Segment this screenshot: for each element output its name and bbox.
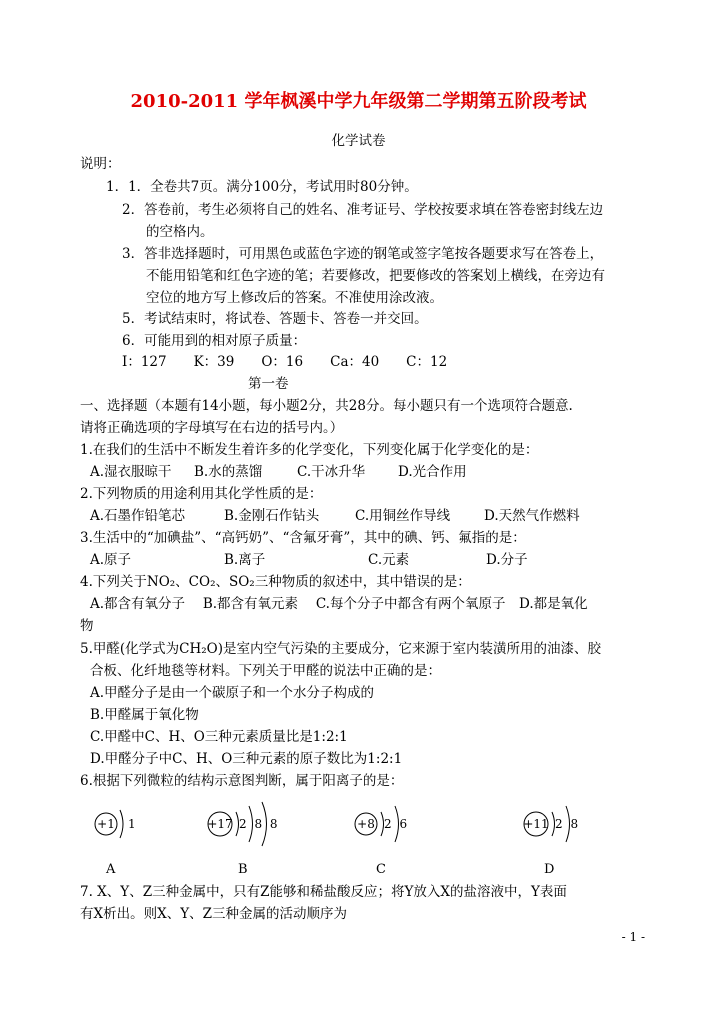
nucleus-charge: +8 bbox=[357, 817, 375, 831]
note-2: 2．答卷前，考生必须将自己的姓名、准考证号、学校按要求填在答卷密封线左边 bbox=[122, 202, 604, 218]
q3-option-a: A.原子 bbox=[90, 552, 132, 568]
q5-option-a: A.甲醛分子是由一个碳原子和一个水分子构成的 bbox=[90, 685, 375, 701]
q3-option-b: B.离子 bbox=[224, 552, 266, 568]
q1-option-a: A.湿衣服晾干 bbox=[90, 464, 172, 480]
note-6: 6．可能用到的相对原子质量： bbox=[122, 333, 307, 349]
exam-title: 2010-2011 学年枫溪中学九年级第二学期第五阶段考试 bbox=[130, 91, 587, 112]
q5-option-d: D.甲醛分子中C、H、O三种元素的原子数比为1:2:1 bbox=[90, 751, 403, 767]
atomic-masses: I：127 K：39 O：16 Ca：40 C：12 bbox=[122, 354, 448, 370]
shell-electrons: 2 6 bbox=[384, 817, 410, 831]
q2-option-b: B.金刚石作钻头 bbox=[224, 508, 320, 524]
q4-stem: 4.下列关于NO₂、CO₂、SO₂三种物质的叙述中，其中错误的是： bbox=[80, 574, 471, 590]
q1-option-c: C.干冰升华 bbox=[297, 464, 366, 480]
q1-stem: 1.在我们的生活中不断发生着许多的化学变化，下列变化属于化学变化的是： bbox=[80, 442, 539, 458]
q3-option-d: D.分子 bbox=[486, 552, 528, 568]
note-1: 1．1．全卷共7页。满分100分，考试用时80分钟。 bbox=[106, 179, 418, 195]
section-heading: 一、选择题（本题有14小题，每小题2分，共28分。每小题只有一个选项符合题意. bbox=[80, 398, 573, 414]
q2-option-d: D.天然气作燃料 bbox=[484, 508, 580, 524]
atom-label-a: A bbox=[106, 862, 116, 877]
shell-arc bbox=[120, 810, 123, 838]
q4-options: A.都含有氧分子 B.都含有氧元素 C.每个分子中都含有两个氧原子 D.都是氧化 bbox=[90, 596, 588, 612]
q2-option-a: A.石墨作铅笔芯 bbox=[90, 508, 186, 524]
q3-option-c: C.元素 bbox=[368, 552, 410, 568]
atom-diagram-c bbox=[352, 802, 422, 850]
q2-stem: 2.下列物质的用途利用其化学性质的是： bbox=[80, 486, 323, 502]
nucleus-charge: +11 bbox=[523, 817, 549, 831]
atom-label-d: D bbox=[544, 862, 555, 877]
q7-stem-cont: 有X析出。则X、Y、Z三种金属的活动顺序为 bbox=[80, 906, 348, 922]
note-3-cont: 不能用铅笔和红色字迹的笔；若要修改，把要修改的答案划上横线，在旁边有 bbox=[146, 268, 605, 284]
atom-label-c: C bbox=[376, 862, 386, 877]
nucleus-charge: +17 bbox=[207, 817, 233, 831]
q3-stem: 3.生活中的“加碘盐”、“高钙奶”、“含氟牙膏”，其中的碘、钙、氟指的是： bbox=[80, 530, 526, 546]
q4-options-wrap: 物 bbox=[80, 618, 94, 634]
exam-subtitle: 化学试卷 bbox=[331, 133, 386, 149]
page-number: - 1 - bbox=[621, 930, 645, 944]
atom-diagram-b bbox=[205, 800, 285, 852]
atom-label-b: B bbox=[238, 862, 248, 877]
q5-option-b: B.甲醛属于氧化物 bbox=[90, 707, 199, 723]
q7-stem: 7. X、Y、Z三种金属中，只有Z能够和稀盐酸反应；将Y放入X的盐溶液中，Y表面 bbox=[80, 884, 567, 900]
q5-stem: 5.甲醛(化学式为CH₂O)是室内空气污染的主要成分，它来源于室内装潢所用的油漆、胶 bbox=[80, 641, 601, 657]
q5-option-c: C.甲醛中C、H、O三种元素质量比是1:2:1 bbox=[90, 729, 348, 745]
notes-heading: 说明： bbox=[80, 156, 121, 172]
q1-option-b: B.水的蒸馏 bbox=[194, 464, 263, 480]
note-3: 3．答非选择题时，可用黑色或蓝色字迹的钢笔或签字笔按各题要求写在答卷上， bbox=[122, 246, 604, 262]
shell-electrons: 2 8 8 bbox=[239, 817, 280, 831]
nucleus-charge: +1 bbox=[97, 817, 115, 831]
note-2-cont: 的空格内。 bbox=[146, 224, 214, 240]
volume-heading: 第一卷 bbox=[248, 376, 289, 392]
note-3-cont2: 空位的地方写上修改后的答案。不准使用涂改液。 bbox=[146, 290, 443, 306]
atom-diagram-d bbox=[521, 802, 591, 850]
q1-option-d: D.光合作用 bbox=[398, 464, 467, 480]
q6-stem: 6.根据下列微粒的结构示意图判断，属于阳离子的是： bbox=[80, 773, 404, 789]
atom-diagram-a bbox=[92, 802, 152, 850]
q5-stem-cont: 合板、化纤地毯等材料。下列关于甲醛的说法中正确的是： bbox=[90, 663, 441, 679]
q2-option-c: C.用铜丝作导线 bbox=[355, 508, 451, 524]
note-5: 5．考试结束时，将试卷、答题卡、答卷一并交回。 bbox=[122, 311, 428, 327]
shell-electrons: 1 bbox=[128, 817, 136, 831]
section-heading-cont: 请将正确选项的字母填写在右边的括号内。） bbox=[80, 420, 344, 436]
shell-electrons: 2 8 bbox=[555, 817, 581, 831]
